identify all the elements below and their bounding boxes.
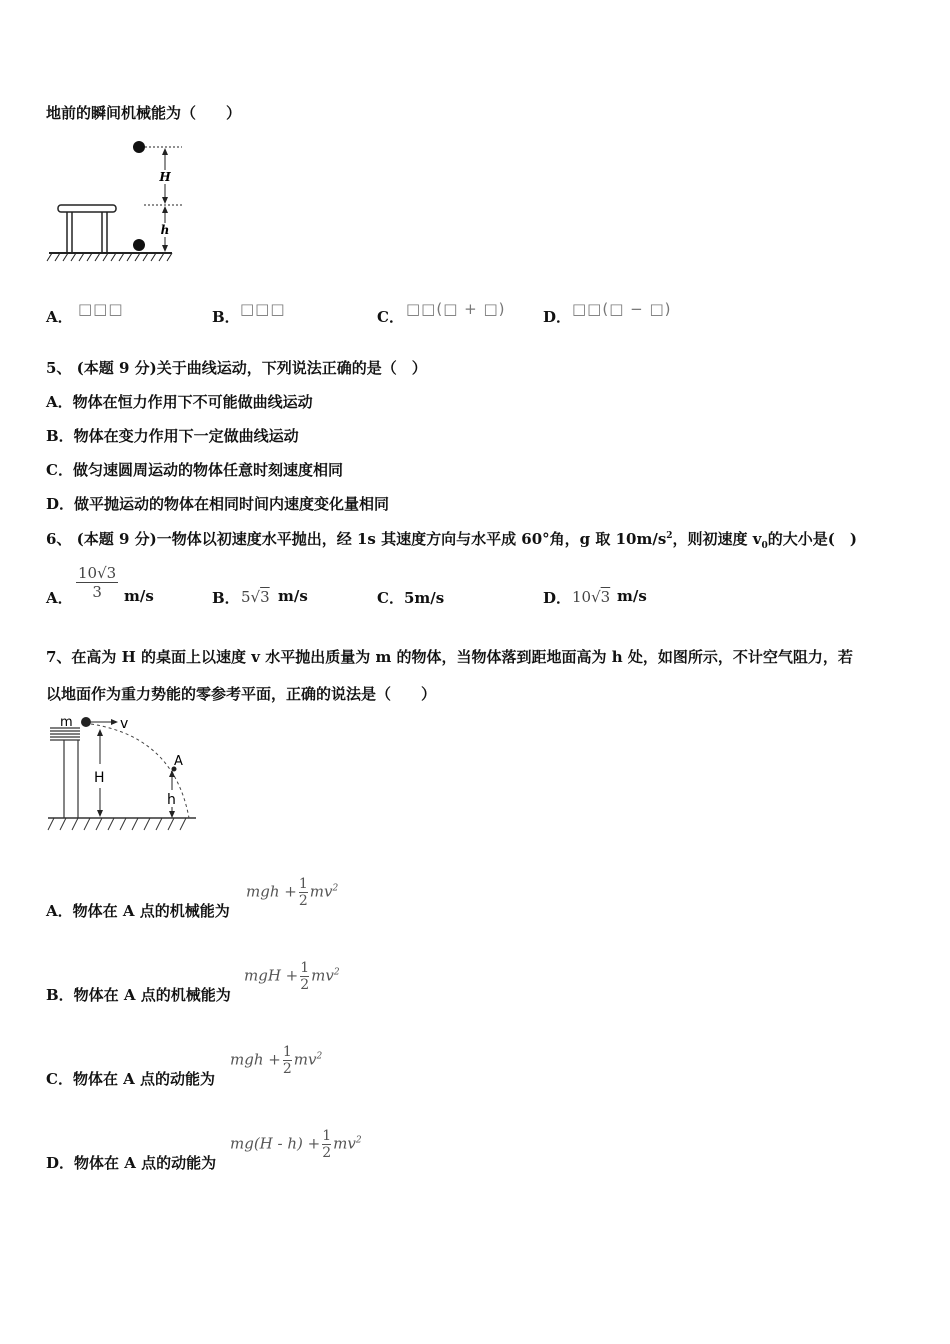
q7-option-c-exp: 2 — [316, 1051, 323, 1062]
q6-option-d-sqrt: 10√3 — [572, 588, 611, 606]
q6-option-a-num: 10√3 — [78, 564, 117, 582]
q6-stem-sup: 2 — [666, 531, 673, 541]
q6-option-a-fraction — [76, 564, 118, 601]
q7-option-a-frac-num: 1 — [298, 876, 308, 892]
q6-option-b-sqrt: 5√3 — [241, 588, 270, 606]
q7-option-c-formula-b: mv — [293, 1050, 317, 1069]
q7-option-b[interactable]: B．物体在 A 点的机械能为 — [46, 986, 231, 1004]
q5-option-c[interactable]: C．做匀速圆周运动的物体任意时刻速度相同 — [46, 461, 343, 479]
q6-option-d-label: D． — [543, 589, 572, 607]
q4-option-c-value: □□(□ + □) — [406, 300, 506, 318]
q4-option-a-label: A． — [46, 308, 73, 326]
q6-option-d-unit: m/s — [617, 587, 647, 605]
q6-option-a-label: A． — [46, 589, 73, 607]
q7-option-c-formula-a: mgh + — [230, 1050, 281, 1069]
q7-option-a-frac-den: 2 — [298, 893, 308, 909]
q6-option-b-label: B． — [212, 589, 240, 607]
q4-option-a-value: □□□ — [78, 300, 124, 318]
q7-figure — [44, 712, 204, 837]
q6-stem — [46, 528, 857, 551]
q4-option-d-label: D． — [543, 308, 572, 326]
q7-option-b-formula-a: mgH + — [244, 966, 299, 985]
q7-option-c-frac-den: 2 — [282, 1061, 292, 1077]
q6-option-b[interactable] — [212, 587, 240, 608]
q4-option-d[interactable] — [543, 306, 571, 327]
q7-option-d[interactable]: D．物体在 A 点的动能为 — [46, 1154, 217, 1172]
q6-option-b-rad: 3 — [260, 588, 270, 606]
q4-tail: 地前的瞬间机械能为（ ） — [46, 104, 242, 122]
q6-option-d-rad: 3 — [600, 588, 611, 606]
q7-label-h: h — [167, 792, 176, 808]
q7-option-b-formula-b: mv — [311, 966, 334, 985]
q7-option-a[interactable]: A．物体在 A 点的机械能为 — [46, 902, 230, 920]
q6-option-b-coef: 5 — [241, 588, 251, 606]
q5-option-b[interactable]: B．物体在变力作用下一定做曲线运动 — [46, 427, 299, 445]
q7-option-d-formula — [230, 1128, 362, 1161]
q7-option-c-formula — [230, 1044, 322, 1077]
q4-option-b[interactable] — [212, 306, 240, 327]
q6-option-a[interactable] — [46, 587, 73, 608]
q5-option-d[interactable]: D．做平抛运动的物体在相同时间内速度变化量相同 — [46, 495, 390, 513]
q7-option-b-frac-num: 1 — [300, 960, 310, 976]
q4-option-c[interactable] — [377, 306, 404, 327]
q4-option-b-value: □□□ — [240, 300, 286, 318]
q7-option-d-exp: 2 — [355, 1135, 362, 1146]
q6-option-d[interactable] — [543, 587, 571, 608]
q6-option-b-unit: m/s — [278, 587, 308, 605]
q7-option-b-exp: 2 — [333, 967, 340, 978]
q7-option-a-formula — [246, 876, 338, 909]
q5-option-a[interactable]: A．物体在恒力作用下不可能做曲线运动 — [46, 393, 313, 411]
q6-stem-b: ，则初速度 v — [672, 530, 762, 548]
q7-option-d-formula-a: mg(H - h) + — [230, 1134, 321, 1153]
q6-stem-sub: 0 — [761, 541, 768, 551]
q7-option-a-exp: 2 — [332, 883, 339, 894]
q7-option-d-formula-b: mv — [333, 1134, 356, 1153]
q6-option-a-unit: m/s — [124, 587, 154, 605]
q6-stem-c: 的大小是( ) — [767, 530, 857, 548]
q7-option-c[interactable]: C．物体在 A 点的动能为 — [46, 1070, 216, 1088]
q7-option-a-formula-b: mv — [309, 882, 333, 901]
q6-option-a-den: 3 — [92, 583, 102, 601]
q7-label-v: v — [120, 716, 129, 732]
q7-option-b-frac-den: 2 — [300, 977, 310, 993]
q4-figure — [44, 135, 194, 265]
q7-label-m: m — [60, 715, 73, 730]
q6-option-c[interactable] — [377, 587, 444, 608]
q4-option-c-label: C． — [377, 308, 404, 326]
q7-option-d-frac-den: 2 — [322, 1145, 332, 1161]
q6-option-c-label: C． — [377, 589, 404, 607]
q7-stem-line1: 7、在高为 H 的桌面上以速度 v 水平抛出质量为 m 的物体，当物体落到距地面高为 h 处，如图所示，不计空气阻力，若 — [46, 648, 853, 666]
q4-label-H: H — [159, 170, 171, 184]
q4-option-a[interactable] — [46, 306, 73, 327]
q7-option-d-frac-num: 1 — [322, 1128, 332, 1144]
q7-option-c-frac-num: 1 — [282, 1044, 292, 1060]
q7-label-A: A — [174, 754, 183, 769]
q5-stem: 5、 (本题 9 分)关于曲线运动，下列说法正确的是（ ） — [46, 359, 427, 377]
q4-option-d-value: □□(□ − □) — [572, 300, 672, 318]
q7-option-b-formula — [244, 960, 340, 993]
q4-label-h: h — [160, 223, 170, 237]
q7-label-H: H — [94, 770, 105, 786]
q7-stem-line2: 以地面作为重力势能的零参考平面，正确的说法是（ ） — [46, 685, 437, 703]
q6-option-c-text: 5m/s — [403, 589, 445, 607]
q6-stem-a: 6、 (本题 9 分)一物体以初速度水平抛出，经 1s 其速度方向与水平成 60°角，g 取 10m/s — [46, 530, 667, 548]
q4-option-b-label: B． — [212, 308, 240, 326]
q6-option-d-coef: 10 — [572, 588, 592, 606]
q7-option-a-formula-a: mgh + — [246, 882, 297, 901]
